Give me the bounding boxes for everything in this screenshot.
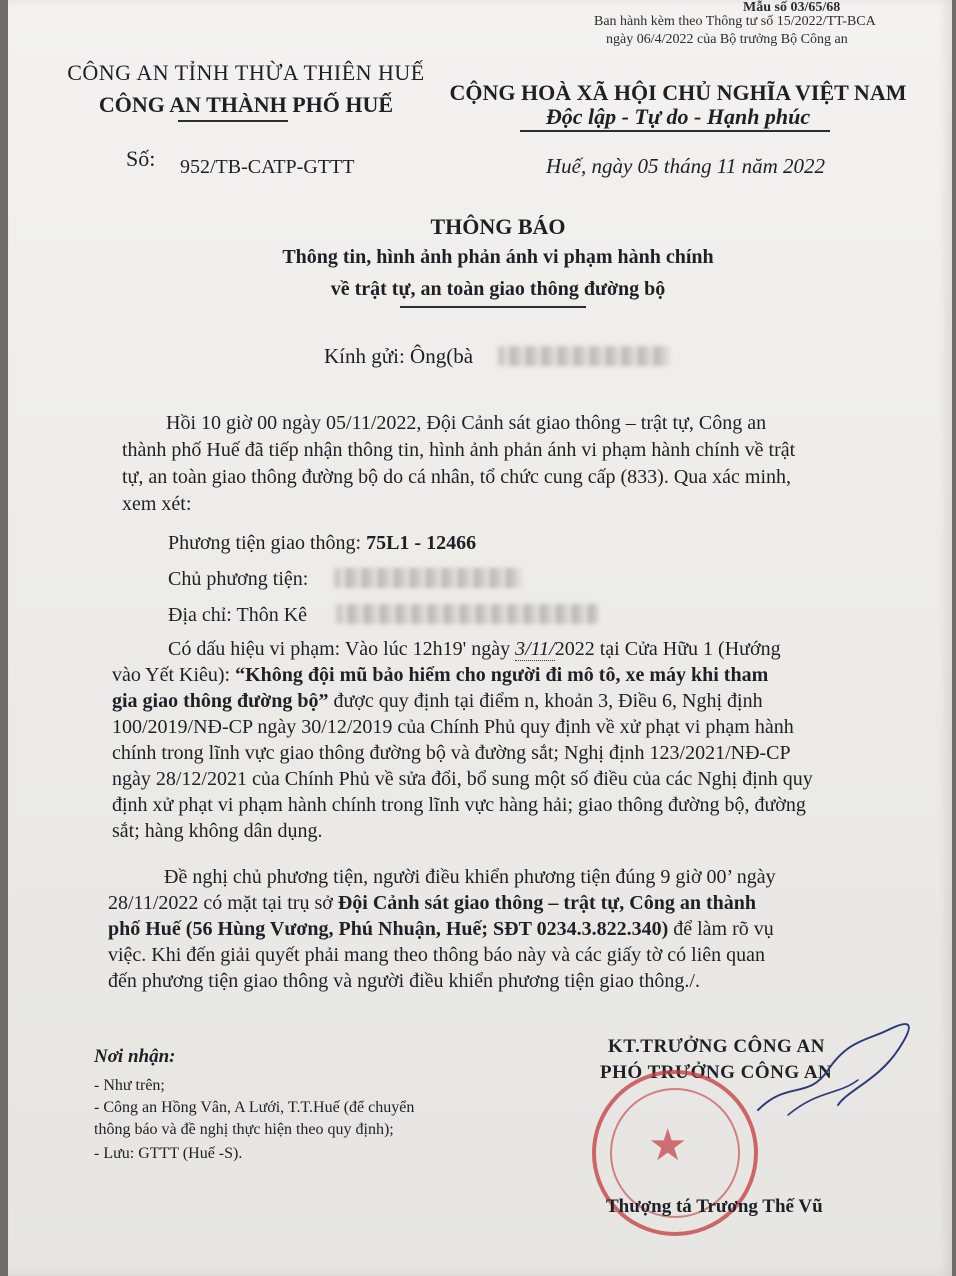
para1-line: Hồi 10 giờ 00 ngày 05/11/2022, Đội Cảnh sát giao thông – trật tự, Công an (166, 412, 767, 434)
request-line: đến phương tiện giao thông và người điều khiển phương tiện giao thông./. (108, 970, 700, 992)
form-number: Mẫu số 03/65/68 (743, 0, 841, 15)
handwritten-date: 3/11/ (515, 638, 555, 660)
document-title: THÔNG BÁO (430, 214, 566, 239)
recipient-item: - Như trên; (94, 1077, 165, 1094)
redacted-name (498, 346, 670, 366)
seal-star-icon: ★ (648, 1121, 688, 1170)
form-issued-line1: Ban hành kèm theo Thông tư số 15/2022/TT-BCA (594, 14, 876, 29)
document-page (8, 0, 952, 1276)
recipient-item: thông báo và đề nghị thực hiện theo quy định); (94, 1121, 394, 1138)
agency-underline (178, 120, 288, 122)
violation-line (168, 636, 781, 662)
para1-line: xem xét: (122, 493, 192, 515)
national-motto: Độc lập - Tự do - Hạnh phúc (545, 104, 811, 129)
request-bold: Đội Cảnh sát giao thông – trật tự, Công an thành (337, 892, 756, 914)
violation-text: được quy định tại điểm n, khoản 3, Điều 6, Nghị định (328, 690, 763, 712)
violation-bold: “Không đội mũ bảo hiểm cho người đi mô tô, xe máy khi tham (235, 664, 769, 686)
violation-line: định xử phạt vi phạm hành chính trong lĩnh vực hàng hải; giao thông đường bộ, đường (112, 794, 806, 816)
request-text: 28/11/2022 có mặt tại trụ sở (108, 892, 338, 914)
violation-bold: gia giao thông đường bộ” (112, 690, 329, 712)
title-underline (400, 306, 586, 308)
document-number-label: Số: (126, 146, 156, 171)
redacted-owner (334, 568, 522, 588)
signer-title-2: PHÓ TRƯỞNG CÔNG AN (600, 1062, 833, 1083)
redacted-address (336, 604, 598, 624)
para1-line: tự, an toàn giao thông đường bộ do cá nhân, tổ chức cung cấp (833). Qua xác minh, (122, 466, 792, 488)
request-line (108, 890, 756, 916)
violation-line: chính trong lĩnh vực giao thông đường bộ và đường sắt; Nghị định 123/2021/NĐ-CP (112, 742, 791, 764)
document-subtitle-2: về trật tự, an toàn giao thông đường bộ (330, 278, 666, 300)
vehicle-line (168, 530, 476, 556)
violation-text: vào Yết Kiêu): (112, 664, 236, 686)
vehicle-plate: 75L1 - 12466 (366, 532, 477, 554)
recipient-item: - Công an Hồng Vân, A Lưới, T.T.Huế (để chuyển (94, 1099, 415, 1116)
document-subtitle-1: Thông tin, hình ảnh phản ánh vi phạm hành chính (282, 246, 714, 268)
request-line: việc. Khi đến giải quyết phải mang theo thông báo này và các giấy tờ có liên quan (108, 944, 766, 966)
recipients-title: Nơi nhận: (94, 1046, 176, 1067)
violation-text: 2022 tại Cửa Hữu 1 (Hướng (554, 638, 781, 660)
signer-name: Thượng tá Trương Thế Vũ (606, 1196, 823, 1217)
request-text: để làm rõ vụ (668, 918, 774, 940)
agency-name: CÔNG AN THÀNH PHỐ HUẾ (98, 92, 394, 117)
handwritten-signature (748, 1010, 928, 1130)
violation-text: Có dấu hiệu vi phạm: Vào lúc 12h19' ngày (168, 638, 516, 660)
violation-line (112, 662, 768, 688)
violation-line: ngày 28/12/2021 của Chính Phủ về sửa đổi, bổ sung một số điều của các Nghị định quy (112, 768, 813, 790)
recipient-item: - Lưu: GTTT (Huế -S). (94, 1145, 243, 1162)
motto-underline (520, 130, 830, 132)
addressee-label: Kính gửi: Ông(bà (324, 344, 474, 368)
request-line: Đề nghị chủ phương tiện, người điều khiển phương tiện đúng 9 giờ 00’ ngày (164, 866, 776, 888)
address-label: Địa chỉ: Thôn Kê (168, 604, 308, 626)
violation-line: sắt; hàng không dân dụng. (112, 820, 323, 842)
agency-parent: CÔNG AN TỈNH THỪA THIÊN HUẾ (67, 60, 425, 85)
violation-line (112, 688, 763, 714)
request-line (108, 916, 774, 942)
document-number: 952/TB-CATP-GTTT (180, 156, 355, 178)
owner-label: Chủ phương tiện: (168, 568, 309, 590)
para1-line: thành phố Huế đã tiếp nhận thông tin, hình ảnh phản ánh vi phạm hành chính về trật (122, 439, 796, 461)
document-date: Huế, ngày 05 tháng 11 năm 2022 (546, 154, 825, 178)
form-issued-line2: ngày 06/4/2022 của Bộ trưởng Bộ Công an (606, 32, 848, 47)
vehicle-label: Phương tiện giao thông: (168, 532, 367, 554)
national-title: CỘNG HOÀ XÃ HỘI CHỦ NGHĨA VIỆT NAM (449, 80, 907, 105)
request-bold: phố Huế (56 Hùng Vương, Phú Nhuận, Huế; SĐT 0234.3.822.340) (108, 918, 669, 940)
violation-line: 100/2019/NĐ-CP ngày 30/12/2019 của Chính Phủ quy định về xử phạt vi phạm hành (112, 716, 794, 738)
signer-title-1: KT.TRƯỞNG CÔNG AN (608, 1036, 825, 1057)
